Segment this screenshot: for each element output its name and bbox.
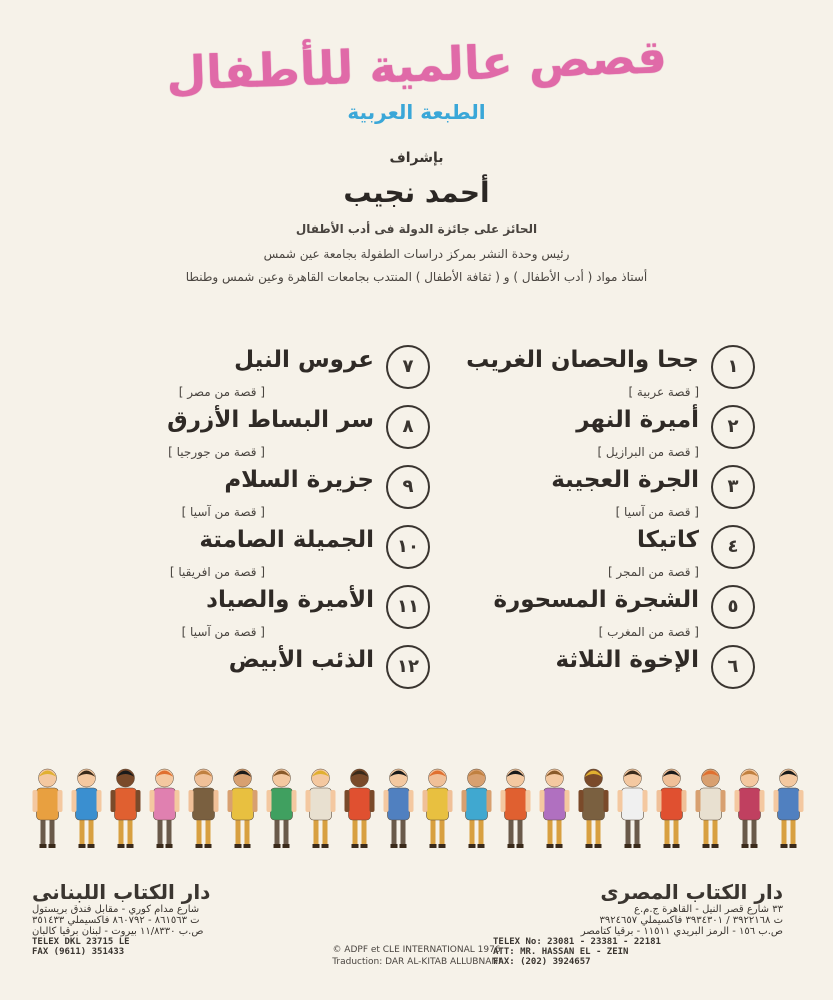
child-figure bbox=[501, 769, 531, 848]
story-origin: [ قصة من المغرب ] bbox=[598, 625, 699, 639]
publisher-pobox: ص.ب ١١/٨٣٣٠ بيروت - لبنان برقيا كالبان bbox=[32, 926, 204, 937]
story-number: ٣ bbox=[711, 465, 755, 509]
child-figure bbox=[735, 769, 765, 848]
story-number: ١٠ bbox=[386, 525, 430, 569]
story-title: كاتيكا bbox=[636, 527, 699, 553]
story-item[interactable] bbox=[375, 405, 755, 465]
child-figure bbox=[345, 769, 375, 848]
story-origin: [ قصة من البرازيل ] bbox=[597, 445, 699, 459]
story-item[interactable] bbox=[50, 525, 430, 585]
publisher-fax: FAX: (202) 3924657 bbox=[493, 957, 591, 967]
story-origin: [ قصة من آسيا ] bbox=[181, 625, 265, 639]
story-number: ١ bbox=[711, 345, 755, 389]
story-number: ٩ bbox=[386, 465, 430, 509]
publisher-fax: FAX (9611) 351433 bbox=[32, 947, 125, 957]
child-figure bbox=[72, 769, 102, 848]
child-figure bbox=[189, 769, 219, 848]
publisher-address: ٣٣ شارع قصر النيل - القاهرة ج.م.ع bbox=[634, 904, 783, 915]
publisher-name: دار الكتاب المصرى bbox=[600, 880, 783, 904]
story-title: الجرة العجيبة bbox=[551, 467, 699, 493]
story-item[interactable] bbox=[375, 525, 755, 585]
story-origin: [ قصة من جورجيا ] bbox=[168, 445, 265, 459]
story-list-left bbox=[50, 345, 430, 705]
author-credential: الحائز على جائزة الدولة فى أدب الأطفال bbox=[295, 222, 538, 236]
story-title: الجميلة الصامتة bbox=[199, 527, 374, 553]
child-figure bbox=[150, 769, 180, 848]
story-title: الذئب الأبيض bbox=[228, 647, 374, 673]
story-number: ١٢ bbox=[386, 645, 430, 689]
child-figure bbox=[618, 769, 648, 848]
story-item[interactable] bbox=[50, 585, 430, 645]
copyright-line: © ADPF et CLE INTERNATIONAL 1976 bbox=[332, 945, 501, 955]
story-item[interactable] bbox=[50, 345, 430, 405]
story-title: الأميرة والصياد bbox=[206, 587, 374, 613]
story-title: عروس النيل bbox=[234, 347, 374, 373]
story-item[interactable] bbox=[375, 345, 755, 405]
child-figure bbox=[540, 769, 570, 848]
story-number: ٢ bbox=[711, 405, 755, 449]
story-number: ٥ bbox=[711, 585, 755, 629]
story-title: جحا والحصان الغريب bbox=[466, 347, 699, 373]
story-origin: [ قصة من مصر ] bbox=[178, 385, 265, 399]
child-figure bbox=[33, 769, 63, 848]
child-figure bbox=[267, 769, 297, 848]
story-item[interactable] bbox=[50, 465, 430, 525]
story-title: الإخوة الثلاثة bbox=[555, 647, 699, 673]
child-figure bbox=[306, 769, 336, 848]
series-title: قصص عالمية للأطفال bbox=[165, 29, 668, 101]
story-number: ٤ bbox=[711, 525, 755, 569]
story-title: سر البساط الأزرق bbox=[167, 407, 374, 433]
publisher-pobox: ص.ب ١٥٦ - الرمز البريدي ١١٥١١ - برقيا كتامصر bbox=[580, 926, 783, 937]
story-title: الشجرة المسحورة bbox=[493, 587, 699, 613]
story-number: ٧ bbox=[386, 345, 430, 389]
publisher-phone: ت ٨٦١٥٦٣ - ٨٦٠٧٩٢ فاكسيملي ٣٥١٤٣٣ bbox=[32, 915, 200, 926]
story-origin: [ قصة من آسيا ] bbox=[181, 505, 265, 519]
publisher-phone: ت ٣٩٢٢١٦٨ / ٣٩٣٤٣٠١ فاكسيملي ٣٩٢٤٦٥٧ bbox=[599, 915, 783, 926]
child-figure bbox=[657, 769, 687, 848]
author-credential: أستاذ مواد ( أدب الأطفال ) و ( ثقافة الأطفال ) المنتدب بجامعات القاهرة وعين شمس وطنطا bbox=[185, 270, 648, 284]
story-origin: [ قصة من افريقيا ] bbox=[169, 565, 265, 579]
story-number: ١١ bbox=[386, 585, 430, 629]
children-illustration bbox=[28, 764, 808, 854]
translation-line: Traduction: DAR AL-KITAB ALLUBNANI bbox=[332, 957, 501, 967]
child-figure bbox=[462, 769, 492, 848]
story-number: ٨ bbox=[386, 405, 430, 449]
child-figure bbox=[384, 769, 414, 848]
publisher-name: دار الكتاب اللبنانى bbox=[32, 880, 211, 904]
publisher-address: شارع مدام كوري - مقابل فندق بريستول bbox=[32, 904, 200, 915]
child-figure bbox=[579, 769, 609, 848]
story-origin: [ قصة عربية ] bbox=[628, 385, 699, 399]
story-item[interactable] bbox=[50, 405, 430, 465]
copyright-notice bbox=[0, 944, 833, 968]
child-figure bbox=[696, 769, 726, 848]
story-origin: [ قصة من آسيا ] bbox=[615, 505, 699, 519]
story-item[interactable] bbox=[375, 465, 755, 525]
story-title: أميرة النهر bbox=[576, 407, 699, 433]
author-name: أحمد نجيب bbox=[343, 176, 490, 209]
story-item[interactable] bbox=[375, 645, 755, 705]
child-figure bbox=[423, 769, 453, 848]
child-figure bbox=[111, 769, 141, 848]
story-item[interactable] bbox=[50, 645, 430, 705]
story-list-right bbox=[375, 345, 755, 705]
story-origin: [ قصة من المجر ] bbox=[607, 565, 699, 579]
supervision-label: بإشراف bbox=[389, 150, 444, 166]
publisher-telex: TELEX No: 23081 - 23381 - 22181 bbox=[493, 937, 661, 947]
story-item[interactable] bbox=[375, 585, 755, 645]
story-title: جزيرة السلام bbox=[224, 467, 374, 493]
publisher-attention: ATT: MR. HASSAN EL - ZEIN bbox=[493, 947, 629, 957]
publisher-telex: TELEX DKL 23715 LE bbox=[32, 937, 130, 947]
edition-label: الطبعة العربية bbox=[347, 100, 486, 124]
child-figure bbox=[228, 769, 258, 848]
story-number: ٦ bbox=[711, 645, 755, 689]
author-credential: رئيس وحدة النشر بمركز دراسات الطفولة بجامعة عين شمس bbox=[263, 247, 570, 261]
child-figure bbox=[774, 769, 804, 848]
